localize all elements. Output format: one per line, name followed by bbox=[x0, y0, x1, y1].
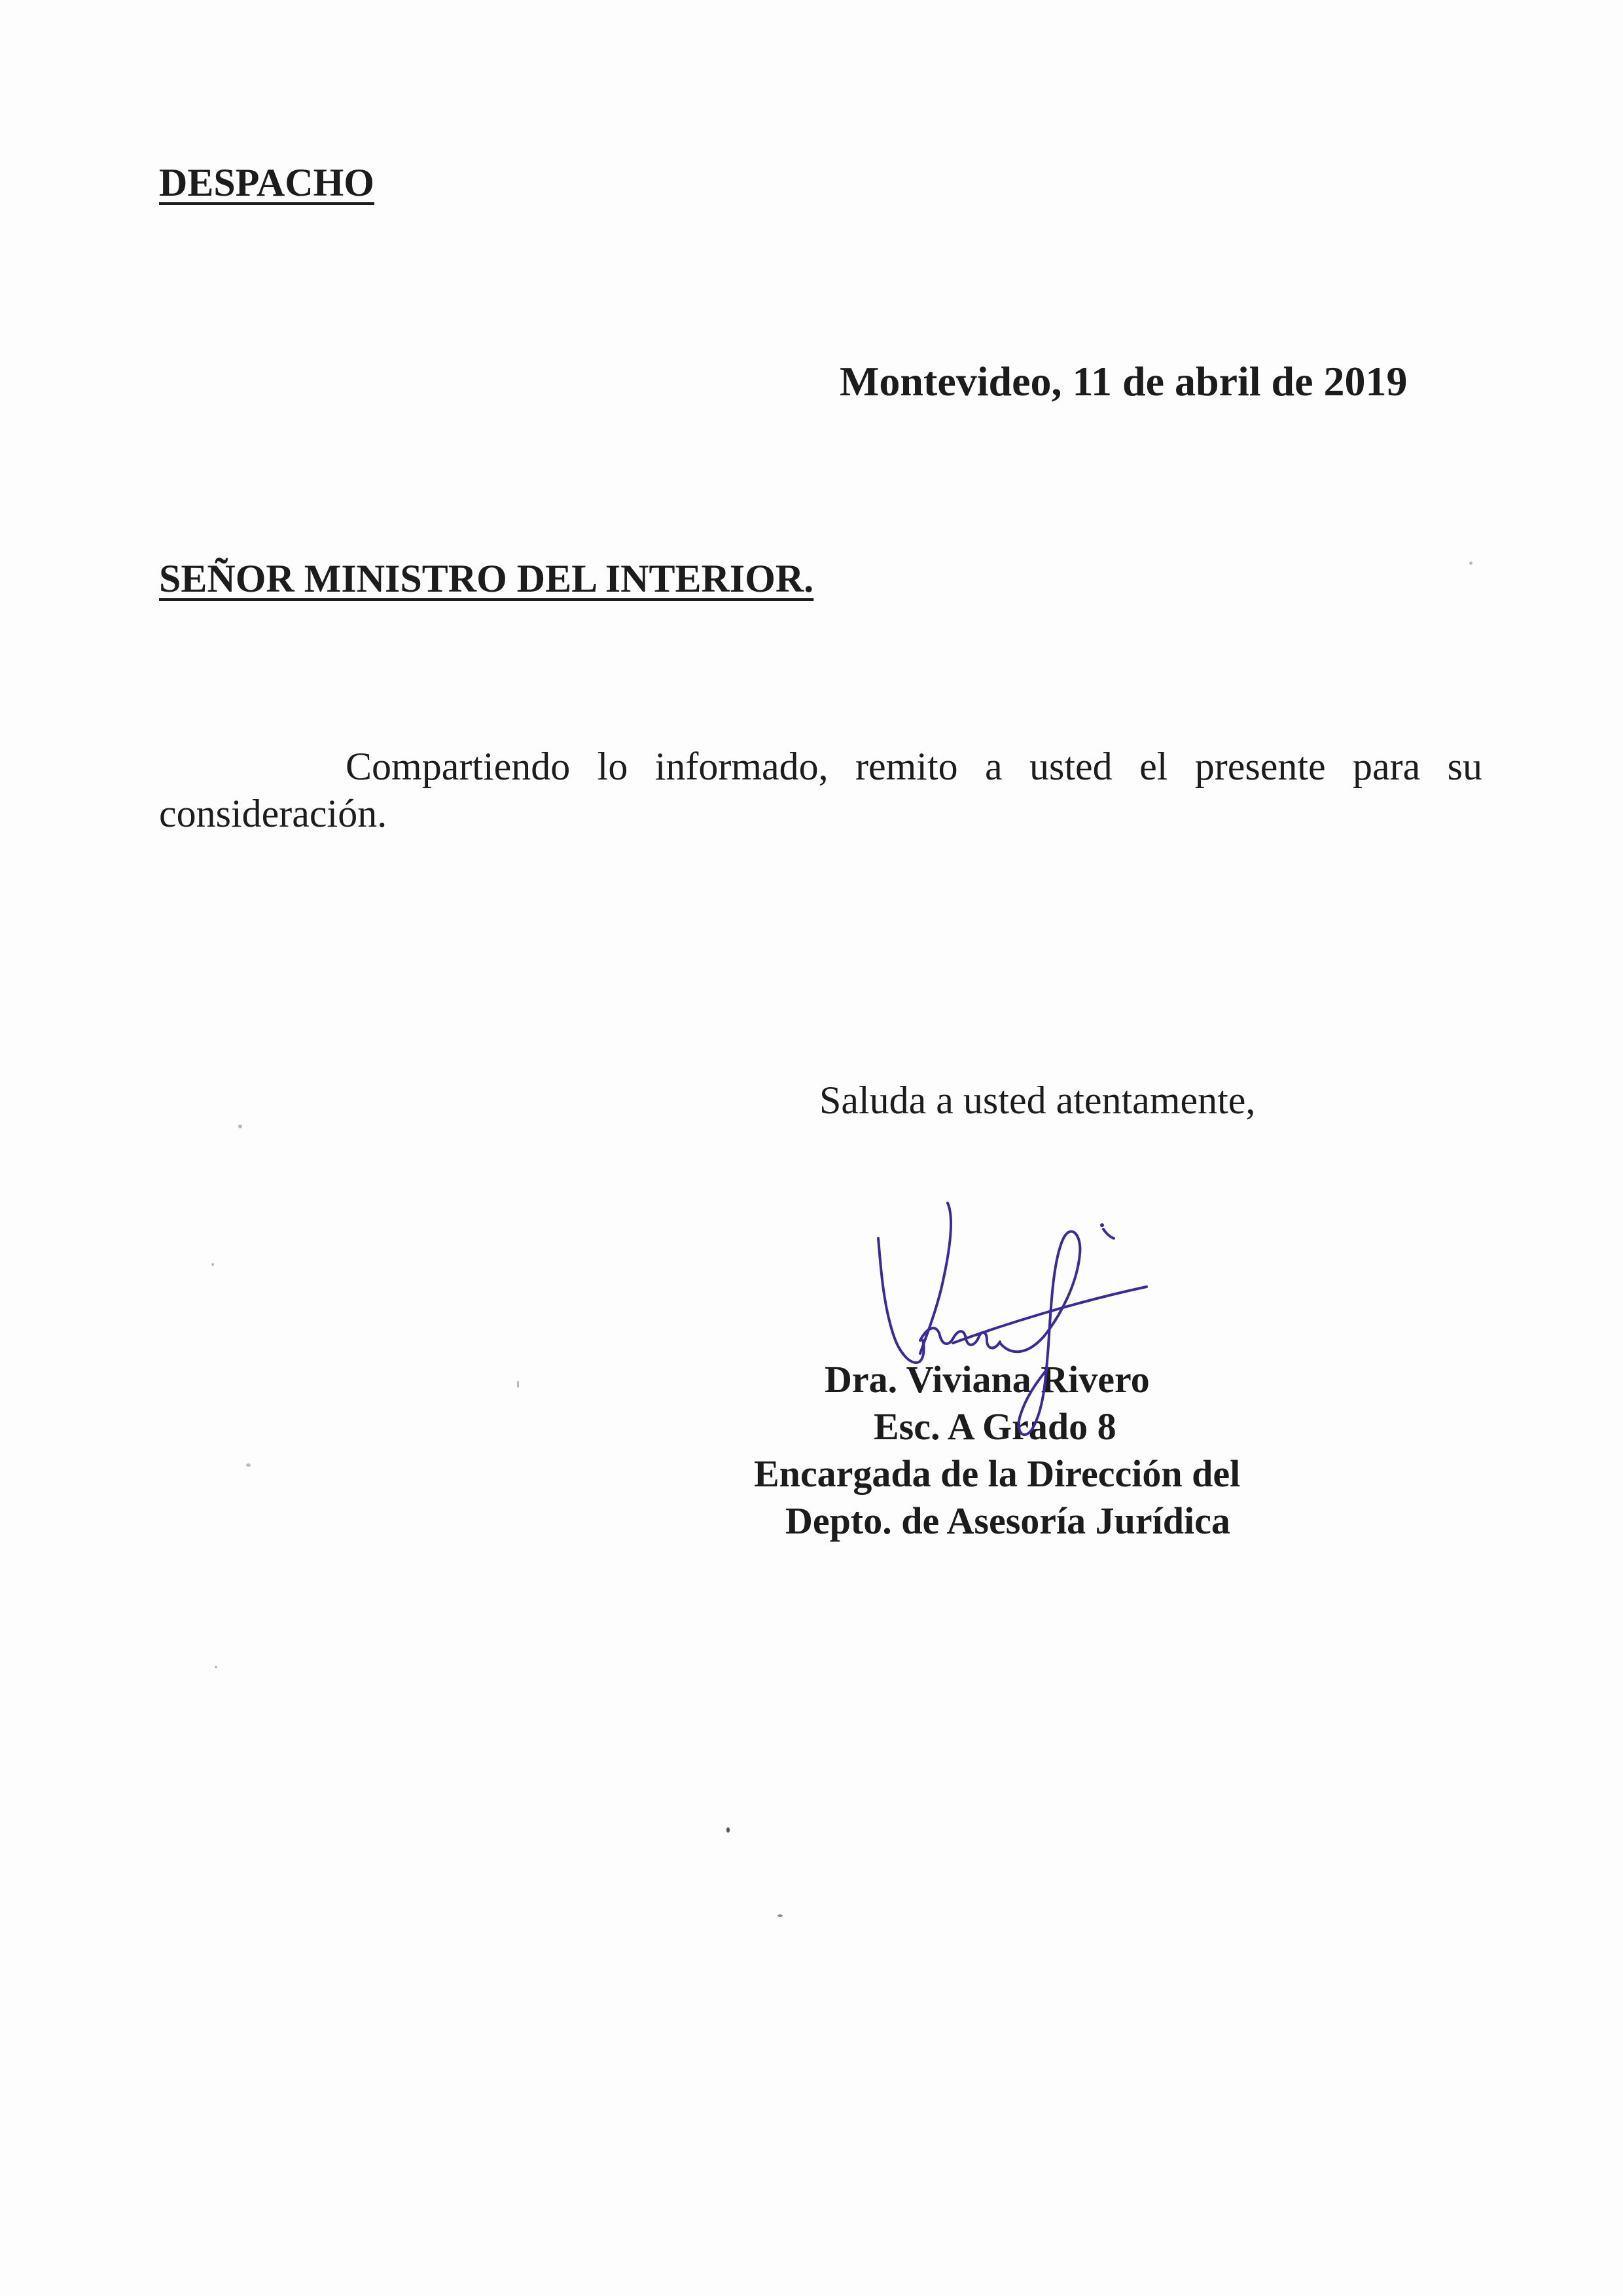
closing-salutation: Saluda a usted atentamente, bbox=[819, 1079, 1256, 1122]
scan-speck bbox=[517, 1381, 519, 1388]
signatory-grade: Esc. A Grado 8 bbox=[874, 1405, 1116, 1448]
scan-speck bbox=[215, 1666, 217, 1668]
signatory-name: Dra. Viviana Rivero bbox=[825, 1358, 1150, 1401]
scan-speck bbox=[211, 1263, 214, 1266]
body-text: Compartiendo lo informado, remito a usted el presente para su consideración. bbox=[159, 745, 1482, 835]
body-paragraph bbox=[159, 743, 1482, 837]
addressee-line: SEÑOR MINISTRO DEL INTERIOR. bbox=[159, 557, 814, 600]
scan-speck bbox=[238, 1124, 242, 1128]
scan-speck bbox=[726, 1827, 730, 1833]
scan-speck bbox=[1469, 562, 1472, 565]
scan-speck bbox=[246, 1463, 251, 1467]
scan-speck bbox=[777, 1914, 783, 1917]
document-heading: DESPACHO bbox=[159, 161, 374, 204]
signatory-role-line-1: Encargada de la Dirección del bbox=[754, 1452, 1241, 1495]
signatory-role-line-2: Depto. de Asesoría Jurídica bbox=[785, 1499, 1230, 1542]
date-line: Montevideo, 11 de abril de 2019 bbox=[840, 358, 1408, 404]
